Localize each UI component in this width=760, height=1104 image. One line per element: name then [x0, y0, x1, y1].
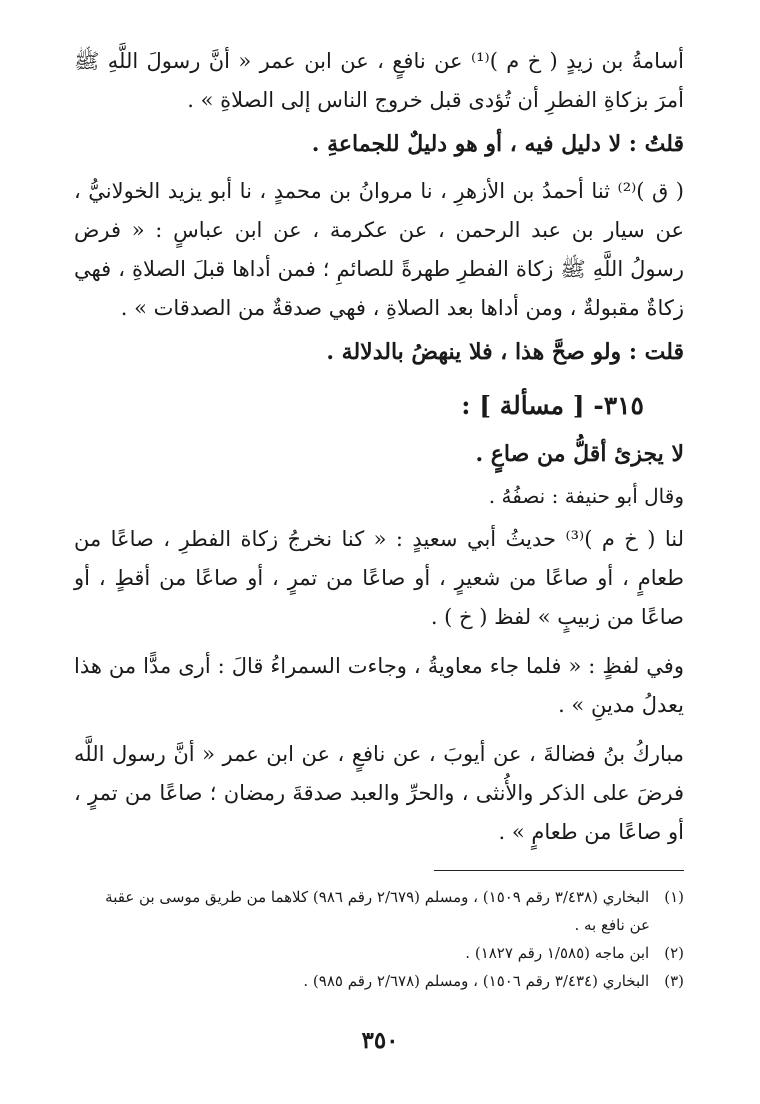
paragraph-ibn-majah: ( ق )⁽²⁾ ثنا أحمدُ بن الأزهرِ ، نا مروانُ بن محمدٍ ، نا أبو يزيد الخولانيُّ ، عن سيار بن عبد الرحمن ، عن عكرمة ، عن ابن عباسٍ : « فرض رسولُ اللَّهِ ﷺ زكاة الفطرِ طهرةً للصائمِ ؛ فمن أداها قبلَ الصلاةِ ، فهي زكاةٌ مقبولةٌ ، ومن أداها بعد الصلاةِ ، فهي صدقةٌ من الصدقات » .: [74, 179, 684, 320]
paragraph-osama: أسامةُ بن زيدٍ ( خ م )⁽¹⁾ عن نافعٍ ، عن ابن عمر « أنَّ رسولَ اللَّهِ ﷺ أمرَ بزكاةِ الفطرِ أن تُؤدى قبل خروج الناس إلى الصلاةِ » .: [74, 49, 685, 112]
footnote-text: البخاري (٣/٤٣٤ رقم ١٥٠٦) ، ومسلم (٢/٦٧٨ رقم ٩٨٥) .: [303, 972, 650, 990]
comment-if-authentic: قلت : ولو صحَّ هذا ، فلا ينهضُ بالدلالة .: [326, 339, 684, 365]
footnote-text: البخاري (٣/٤٣٨ رقم ١٥٠٩) ، ومسلم (٢/٦٧٩ رقم ٩٨٦) كلاهما من طريق موسى بن عقبة: [105, 888, 650, 906]
footnote-3: [74, 967, 684, 995]
issue-ruling: لا يجزئ أقلُّ من صاعٍ .: [475, 441, 684, 467]
abu-hanifa-view: وقال أبو حنيفة : نصفُهُ .: [488, 484, 684, 508]
footnote-text: ابن ماجه (١/٥٨٥ رقم ١٨٢٧) .: [465, 944, 650, 962]
issue-heading: ٣١٥- [ مسألة ] :: [461, 391, 644, 420]
footnote-number: (٣): [664, 972, 684, 990]
footnote-1: [74, 883, 684, 911]
paragraph-mubarak: مباركُ بنُ فضالةَ ، عن أيوبَ ، عن نافعٍ ، عن ابن عمر « أنَّ رسول اللَّه فرضَ على الذكر والأُنثى ، والحرِّ والعبد صدقةَ رمضان ؛ صاعًا من تمرٍ ، أو صاعًا من طعامٍ » .: [74, 742, 684, 844]
footnote-number: (١): [664, 888, 684, 906]
footnote-2: [74, 939, 684, 967]
page-number: ٣٥٠: [361, 1027, 399, 1054]
footnote-1-continuation: عن نافع به .: [574, 916, 650, 934]
footnote-divider: [434, 870, 684, 871]
paragraph-muawiya: وفي لفظٍ : « فلما جاء معاويةُ ، وجاءت السمراءُ قالَ : أرى مدًّا من هذا يعدلُ مدينِ » .: [74, 654, 684, 717]
comment-no-evidence: قلتُ : لا دليل فيه ، أو هو دليلٌ للجماعةِ .: [311, 131, 684, 157]
footnote-number: (٢): [664, 944, 684, 962]
paragraph-abu-said: لنا ( خ م )⁽³⁾ حديثُ أبي سعيدٍ : « كنا نخرجُ زكاة الفطرِ ، صاعًا من طعامٍ ، أو صاعًا من شعيرٍ ، أو صاعًا من تمرٍ ، أو صاعًا من أقطٍ ، أو صاعًا من زبيبٍ » لفظ ( خ ) .: [74, 527, 684, 629]
